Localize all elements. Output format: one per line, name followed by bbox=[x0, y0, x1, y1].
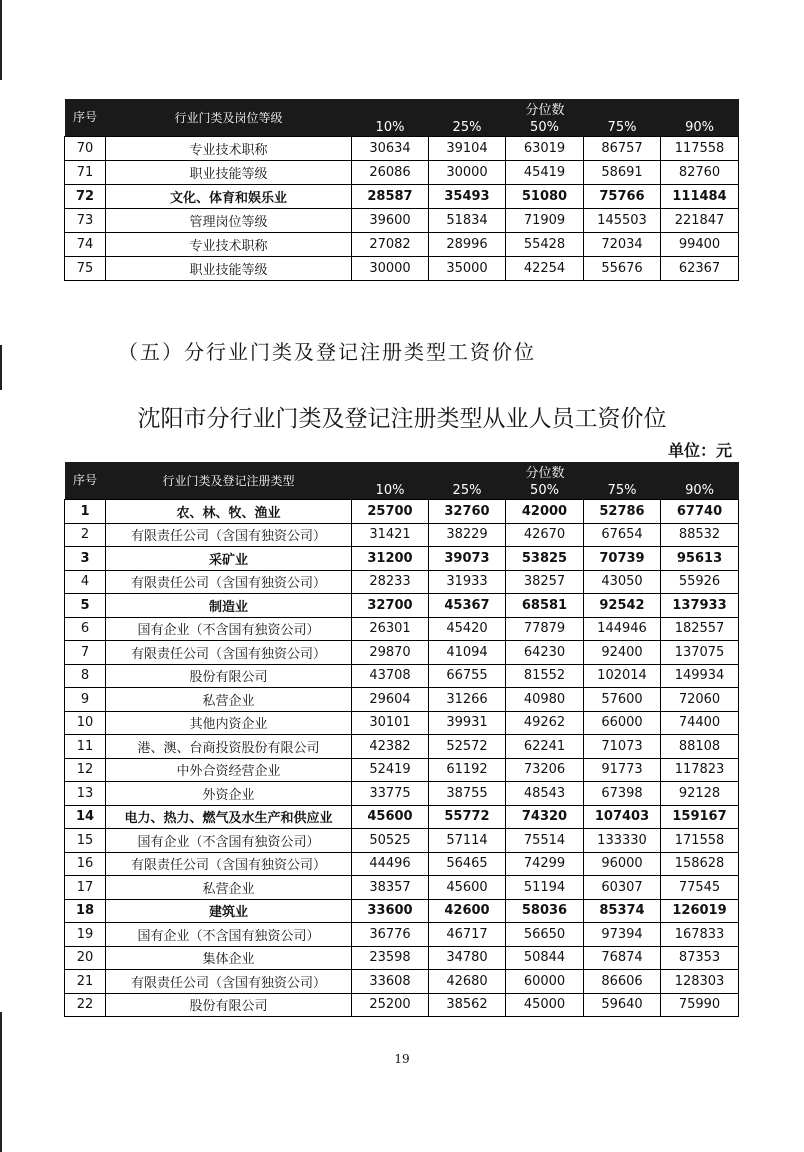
cell-p75: 67398 bbox=[584, 782, 661, 806]
cell-p25: 39104 bbox=[429, 137, 506, 161]
table-row bbox=[65, 782, 739, 806]
cell-p50: 40980 bbox=[506, 688, 584, 712]
cell-p75: 92400 bbox=[584, 641, 661, 665]
cell-p25: 35000 bbox=[429, 257, 506, 281]
cell-p10: 33775 bbox=[352, 782, 429, 806]
cell-p90: 182557 bbox=[661, 617, 739, 641]
header-serial-no: 序号 bbox=[65, 462, 106, 500]
cell-p75: 60307 bbox=[584, 876, 661, 900]
cell-p90: 159167 bbox=[661, 805, 739, 829]
cell-p50: 62241 bbox=[506, 735, 584, 759]
cell-serial-no: 14 bbox=[65, 805, 106, 829]
cell-p10: 26301 bbox=[352, 617, 429, 641]
cell-p50: 77879 bbox=[506, 617, 584, 641]
cell-p75: 86757 bbox=[584, 137, 661, 161]
unit-label: 单位：元 bbox=[667, 441, 732, 460]
table-row bbox=[65, 711, 739, 735]
cell-p10: 26086 bbox=[352, 161, 429, 185]
cell-p50: 45000 bbox=[506, 993, 584, 1017]
cell-p75: 107403 bbox=[584, 805, 661, 829]
header-p10: 10% bbox=[352, 118, 429, 137]
cell-p90: 99400 bbox=[661, 233, 739, 257]
cell-category: 其他内资企业 bbox=[106, 711, 352, 735]
cell-p50: 81552 bbox=[506, 664, 584, 688]
cell-serial-no: 10 bbox=[65, 711, 106, 735]
cell-serial-no: 73 bbox=[65, 209, 106, 233]
cell-serial-no: 18 bbox=[65, 899, 106, 923]
cell-p25: 55772 bbox=[429, 805, 506, 829]
cell-p25: 30000 bbox=[429, 161, 506, 185]
header-category: 行业门类及登记注册类型 bbox=[106, 462, 352, 500]
cell-serial-no: 17 bbox=[65, 876, 106, 900]
cell-serial-no: 5 bbox=[65, 594, 106, 618]
cell-p75: 43050 bbox=[584, 570, 661, 594]
table-row bbox=[65, 594, 739, 618]
cell-p90: 117558 bbox=[661, 137, 739, 161]
cell-p90: 111484 bbox=[661, 185, 739, 209]
cell-p90: 82760 bbox=[661, 161, 739, 185]
table-row bbox=[65, 946, 739, 970]
header-p10: 10% bbox=[352, 481, 429, 500]
cell-p25: 39073 bbox=[429, 547, 506, 571]
cell-category: 有限责任公司（含国有独资公司） bbox=[106, 852, 352, 876]
cell-p25: 34780 bbox=[429, 946, 506, 970]
cell-p25: 51834 bbox=[429, 209, 506, 233]
cell-serial-no: 21 bbox=[65, 970, 106, 994]
cell-serial-no: 1 bbox=[65, 500, 106, 524]
cell-p10: 42382 bbox=[352, 735, 429, 759]
cell-p25: 32760 bbox=[429, 500, 506, 524]
header-p90: 90% bbox=[661, 118, 739, 137]
cell-serial-no: 7 bbox=[65, 641, 106, 665]
cell-p25: 61192 bbox=[429, 758, 506, 782]
table-row bbox=[65, 970, 739, 994]
cell-p50: 73206 bbox=[506, 758, 584, 782]
cell-serial-no: 8 bbox=[65, 664, 106, 688]
cell-serial-no: 3 bbox=[65, 547, 106, 571]
cell-p90: 126019 bbox=[661, 899, 739, 923]
cell-category: 中外合资经营企业 bbox=[106, 758, 352, 782]
cell-p10: 28233 bbox=[352, 570, 429, 594]
cell-p10: 33608 bbox=[352, 970, 429, 994]
table-body bbox=[65, 500, 739, 1017]
cell-category: 集体企业 bbox=[106, 946, 352, 970]
cell-p75: 58691 bbox=[584, 161, 661, 185]
table-row bbox=[65, 876, 739, 900]
cell-category: 股份有限公司 bbox=[106, 993, 352, 1017]
cell-p75: 133330 bbox=[584, 829, 661, 853]
cell-p10: 33600 bbox=[352, 899, 429, 923]
cell-category: 专业技术职称 bbox=[106, 137, 352, 161]
cell-p75: 96000 bbox=[584, 852, 661, 876]
table-row bbox=[65, 829, 739, 853]
header-percentile-group: 分位数 bbox=[352, 99, 739, 118]
section-heading: （五）分行业门类及登记注册类型工资价位 bbox=[118, 340, 536, 364]
cell-serial-no: 2 bbox=[65, 523, 106, 547]
table-row bbox=[65, 993, 739, 1017]
cell-p25: 57114 bbox=[429, 829, 506, 853]
cell-p10: 36776 bbox=[352, 923, 429, 947]
cell-p25: 66755 bbox=[429, 664, 506, 688]
cell-p50: 68581 bbox=[506, 594, 584, 618]
cell-category: 专业技术职称 bbox=[106, 233, 352, 257]
cell-p25: 38755 bbox=[429, 782, 506, 806]
table-row bbox=[65, 137, 739, 161]
header-p75: 75% bbox=[584, 118, 661, 137]
cell-p50: 38257 bbox=[506, 570, 584, 594]
cell-p50: 64230 bbox=[506, 641, 584, 665]
cell-p10: 25200 bbox=[352, 993, 429, 1017]
cell-category: 文化、体育和娱乐业 bbox=[106, 185, 352, 209]
header-serial-no: 序号 bbox=[65, 99, 106, 137]
cell-category: 职业技能等级 bbox=[106, 257, 352, 281]
table-row bbox=[65, 257, 739, 281]
cell-serial-no: 71 bbox=[65, 161, 106, 185]
cell-serial-no: 9 bbox=[65, 688, 106, 712]
header-p90: 90% bbox=[661, 481, 739, 500]
cell-p90: 88108 bbox=[661, 735, 739, 759]
cell-serial-no: 16 bbox=[65, 852, 106, 876]
cell-p10: 29604 bbox=[352, 688, 429, 712]
page-number: 19 bbox=[394, 1052, 410, 1066]
table-row bbox=[65, 209, 739, 233]
cell-p10: 30101 bbox=[352, 711, 429, 735]
table-row bbox=[65, 233, 739, 257]
cell-p90: 75990 bbox=[661, 993, 739, 1017]
cell-p90: 77545 bbox=[661, 876, 739, 900]
cell-category: 有限责任公司（含国有独资公司） bbox=[106, 523, 352, 547]
cell-p50: 50844 bbox=[506, 946, 584, 970]
cell-p10: 30000 bbox=[352, 257, 429, 281]
table-row bbox=[65, 570, 739, 594]
cell-p25: 45367 bbox=[429, 594, 506, 618]
cell-p25: 56465 bbox=[429, 852, 506, 876]
header-p25: 25% bbox=[429, 481, 506, 500]
table-row bbox=[65, 923, 739, 947]
cell-p90: 137075 bbox=[661, 641, 739, 665]
cell-serial-no: 22 bbox=[65, 993, 106, 1017]
table-row bbox=[65, 617, 739, 641]
cell-p75: 55676 bbox=[584, 257, 661, 281]
cell-p75: 52786 bbox=[584, 500, 661, 524]
cell-category: 国有企业（不含国有独资公司） bbox=[106, 923, 352, 947]
cell-p50: 71909 bbox=[506, 209, 584, 233]
table-row bbox=[65, 523, 739, 547]
cell-p75: 145503 bbox=[584, 209, 661, 233]
cell-p90: 167833 bbox=[661, 923, 739, 947]
cell-serial-no: 70 bbox=[65, 137, 106, 161]
cell-p10: 44496 bbox=[352, 852, 429, 876]
cell-p75: 92542 bbox=[584, 594, 661, 618]
cell-p50: 51080 bbox=[506, 185, 584, 209]
table-row bbox=[65, 688, 739, 712]
cell-p90: 92128 bbox=[661, 782, 739, 806]
cell-p75: 67654 bbox=[584, 523, 661, 547]
cell-category: 制造业 bbox=[106, 594, 352, 618]
cell-p90: 72060 bbox=[661, 688, 739, 712]
scan-edge-mark bbox=[0, 1012, 2, 1152]
cell-p75: 91773 bbox=[584, 758, 661, 782]
cell-p50: 53825 bbox=[506, 547, 584, 571]
cell-p10: 50525 bbox=[352, 829, 429, 853]
cell-p50: 58036 bbox=[506, 899, 584, 923]
cell-p75: 97394 bbox=[584, 923, 661, 947]
cell-p75: 66000 bbox=[584, 711, 661, 735]
table-header-row bbox=[65, 99, 739, 118]
table-row bbox=[65, 500, 739, 524]
cell-category: 农、林、牧、渔业 bbox=[106, 500, 352, 524]
table-row bbox=[65, 547, 739, 571]
cell-category: 采矿业 bbox=[106, 547, 352, 571]
cell-p90: 62367 bbox=[661, 257, 739, 281]
cell-p90: 87353 bbox=[661, 946, 739, 970]
cell-p90: 128303 bbox=[661, 970, 739, 994]
cell-p50: 74299 bbox=[506, 852, 584, 876]
table-title: 沈阳市分行业门类及登记注册类型从业人员工资价位 bbox=[137, 406, 667, 432]
cell-category: 国有企业（不含国有独资公司） bbox=[106, 617, 352, 641]
cell-p25: 39931 bbox=[429, 711, 506, 735]
cell-p10: 31200 bbox=[352, 547, 429, 571]
cell-p50: 55428 bbox=[506, 233, 584, 257]
cell-p75: 71073 bbox=[584, 735, 661, 759]
cell-p75: 144946 bbox=[584, 617, 661, 641]
cell-p25: 38562 bbox=[429, 993, 506, 1017]
cell-p90: 74400 bbox=[661, 711, 739, 735]
cell-serial-no: 15 bbox=[65, 829, 106, 853]
cell-p25: 28996 bbox=[429, 233, 506, 257]
cell-p10: 45600 bbox=[352, 805, 429, 829]
cell-p25: 42600 bbox=[429, 899, 506, 923]
cell-p50: 49262 bbox=[506, 711, 584, 735]
cell-p75: 76874 bbox=[584, 946, 661, 970]
cell-p50: 74320 bbox=[506, 805, 584, 829]
cell-category: 私营企业 bbox=[106, 876, 352, 900]
header-p25: 25% bbox=[429, 118, 506, 137]
scan-edge-mark bbox=[0, 345, 2, 390]
cell-p50: 56650 bbox=[506, 923, 584, 947]
header-category: 行业门类及岗位等级 bbox=[106, 99, 352, 137]
cell-p10: 52419 bbox=[352, 758, 429, 782]
cell-p90: 88532 bbox=[661, 523, 739, 547]
cell-p50: 75514 bbox=[506, 829, 584, 853]
cell-p10: 31421 bbox=[352, 523, 429, 547]
cell-serial-no: 75 bbox=[65, 257, 106, 281]
table-body bbox=[65, 137, 739, 281]
cell-p50: 42670 bbox=[506, 523, 584, 547]
cell-p90: 95613 bbox=[661, 547, 739, 571]
cell-p75: 72034 bbox=[584, 233, 661, 257]
cell-p90: 158628 bbox=[661, 852, 739, 876]
cell-p50: 63019 bbox=[506, 137, 584, 161]
cell-p10: 38357 bbox=[352, 876, 429, 900]
cell-serial-no: 72 bbox=[65, 185, 106, 209]
cell-p75: 102014 bbox=[584, 664, 661, 688]
cell-serial-no: 12 bbox=[65, 758, 106, 782]
cell-category: 建筑业 bbox=[106, 899, 352, 923]
cell-p25: 35493 bbox=[429, 185, 506, 209]
cell-p10: 32700 bbox=[352, 594, 429, 618]
header-percentile-group: 分位数 bbox=[352, 462, 739, 481]
cell-p90: 171558 bbox=[661, 829, 739, 853]
cell-category: 电力、热力、燃气及水生产和供应业 bbox=[106, 805, 352, 829]
cell-category: 有限责任公司（含国有独资公司） bbox=[106, 570, 352, 594]
table-row bbox=[65, 735, 739, 759]
cell-p10: 23598 bbox=[352, 946, 429, 970]
occupation-wage-table bbox=[64, 99, 739, 281]
industry-registration-wage-table bbox=[64, 462, 739, 1017]
cell-p75: 85374 bbox=[584, 899, 661, 923]
cell-p25: 38229 bbox=[429, 523, 506, 547]
cell-p90: 221847 bbox=[661, 209, 739, 233]
table-row bbox=[65, 852, 739, 876]
table-row bbox=[65, 161, 739, 185]
table-row bbox=[65, 758, 739, 782]
cell-p50: 51194 bbox=[506, 876, 584, 900]
cell-category: 外资企业 bbox=[106, 782, 352, 806]
table-row bbox=[65, 664, 739, 688]
cell-category: 管理岗位等级 bbox=[106, 209, 352, 233]
cell-category: 有限责任公司（含国有独资公司） bbox=[106, 970, 352, 994]
cell-p50: 48543 bbox=[506, 782, 584, 806]
cell-p50: 60000 bbox=[506, 970, 584, 994]
cell-p10: 43708 bbox=[352, 664, 429, 688]
cell-p25: 42680 bbox=[429, 970, 506, 994]
cell-category: 职业技能等级 bbox=[106, 161, 352, 185]
cell-serial-no: 74 bbox=[65, 233, 106, 257]
cell-p50: 45419 bbox=[506, 161, 584, 185]
cell-p10: 30634 bbox=[352, 137, 429, 161]
cell-p10: 27082 bbox=[352, 233, 429, 257]
cell-serial-no: 4 bbox=[65, 570, 106, 594]
header-p75: 75% bbox=[584, 481, 661, 500]
cell-serial-no: 6 bbox=[65, 617, 106, 641]
cell-p25: 45420 bbox=[429, 617, 506, 641]
cell-p75: 70739 bbox=[584, 547, 661, 571]
cell-serial-no: 19 bbox=[65, 923, 106, 947]
cell-p10: 25700 bbox=[352, 500, 429, 524]
table-row bbox=[65, 185, 739, 209]
cell-p75: 59640 bbox=[584, 993, 661, 1017]
cell-p10: 39600 bbox=[352, 209, 429, 233]
table-row bbox=[65, 805, 739, 829]
cell-p25: 52572 bbox=[429, 735, 506, 759]
cell-category: 港、澳、台商投资股份有限公司 bbox=[106, 735, 352, 759]
cell-category: 私营企业 bbox=[106, 688, 352, 712]
cell-p50: 42254 bbox=[506, 257, 584, 281]
cell-p90: 67740 bbox=[661, 500, 739, 524]
cell-p75: 57600 bbox=[584, 688, 661, 712]
cell-p90: 137933 bbox=[661, 594, 739, 618]
cell-p10: 29870 bbox=[352, 641, 429, 665]
cell-p90: 55926 bbox=[661, 570, 739, 594]
cell-p75: 86606 bbox=[584, 970, 661, 994]
cell-p90: 149934 bbox=[661, 664, 739, 688]
cell-p50: 42000 bbox=[506, 500, 584, 524]
table-header-row bbox=[65, 462, 739, 481]
cell-category: 有限责任公司（含国有独资公司） bbox=[106, 641, 352, 665]
cell-p90: 117823 bbox=[661, 758, 739, 782]
cell-serial-no: 20 bbox=[65, 946, 106, 970]
cell-p25: 41094 bbox=[429, 641, 506, 665]
cell-p75: 75766 bbox=[584, 185, 661, 209]
scan-edge-mark bbox=[0, 0, 2, 80]
cell-p25: 31933 bbox=[429, 570, 506, 594]
table-row bbox=[65, 899, 739, 923]
header-p50: 50% bbox=[506, 118, 584, 137]
cell-serial-no: 11 bbox=[65, 735, 106, 759]
cell-category: 股份有限公司 bbox=[106, 664, 352, 688]
cell-serial-no: 13 bbox=[65, 782, 106, 806]
table-row bbox=[65, 641, 739, 665]
header-p50: 50% bbox=[506, 481, 584, 500]
cell-p25: 46717 bbox=[429, 923, 506, 947]
cell-p25: 31266 bbox=[429, 688, 506, 712]
cell-p25: 45600 bbox=[429, 876, 506, 900]
cell-p10: 28587 bbox=[352, 185, 429, 209]
cell-category: 国有企业（不含国有独资公司） bbox=[106, 829, 352, 853]
